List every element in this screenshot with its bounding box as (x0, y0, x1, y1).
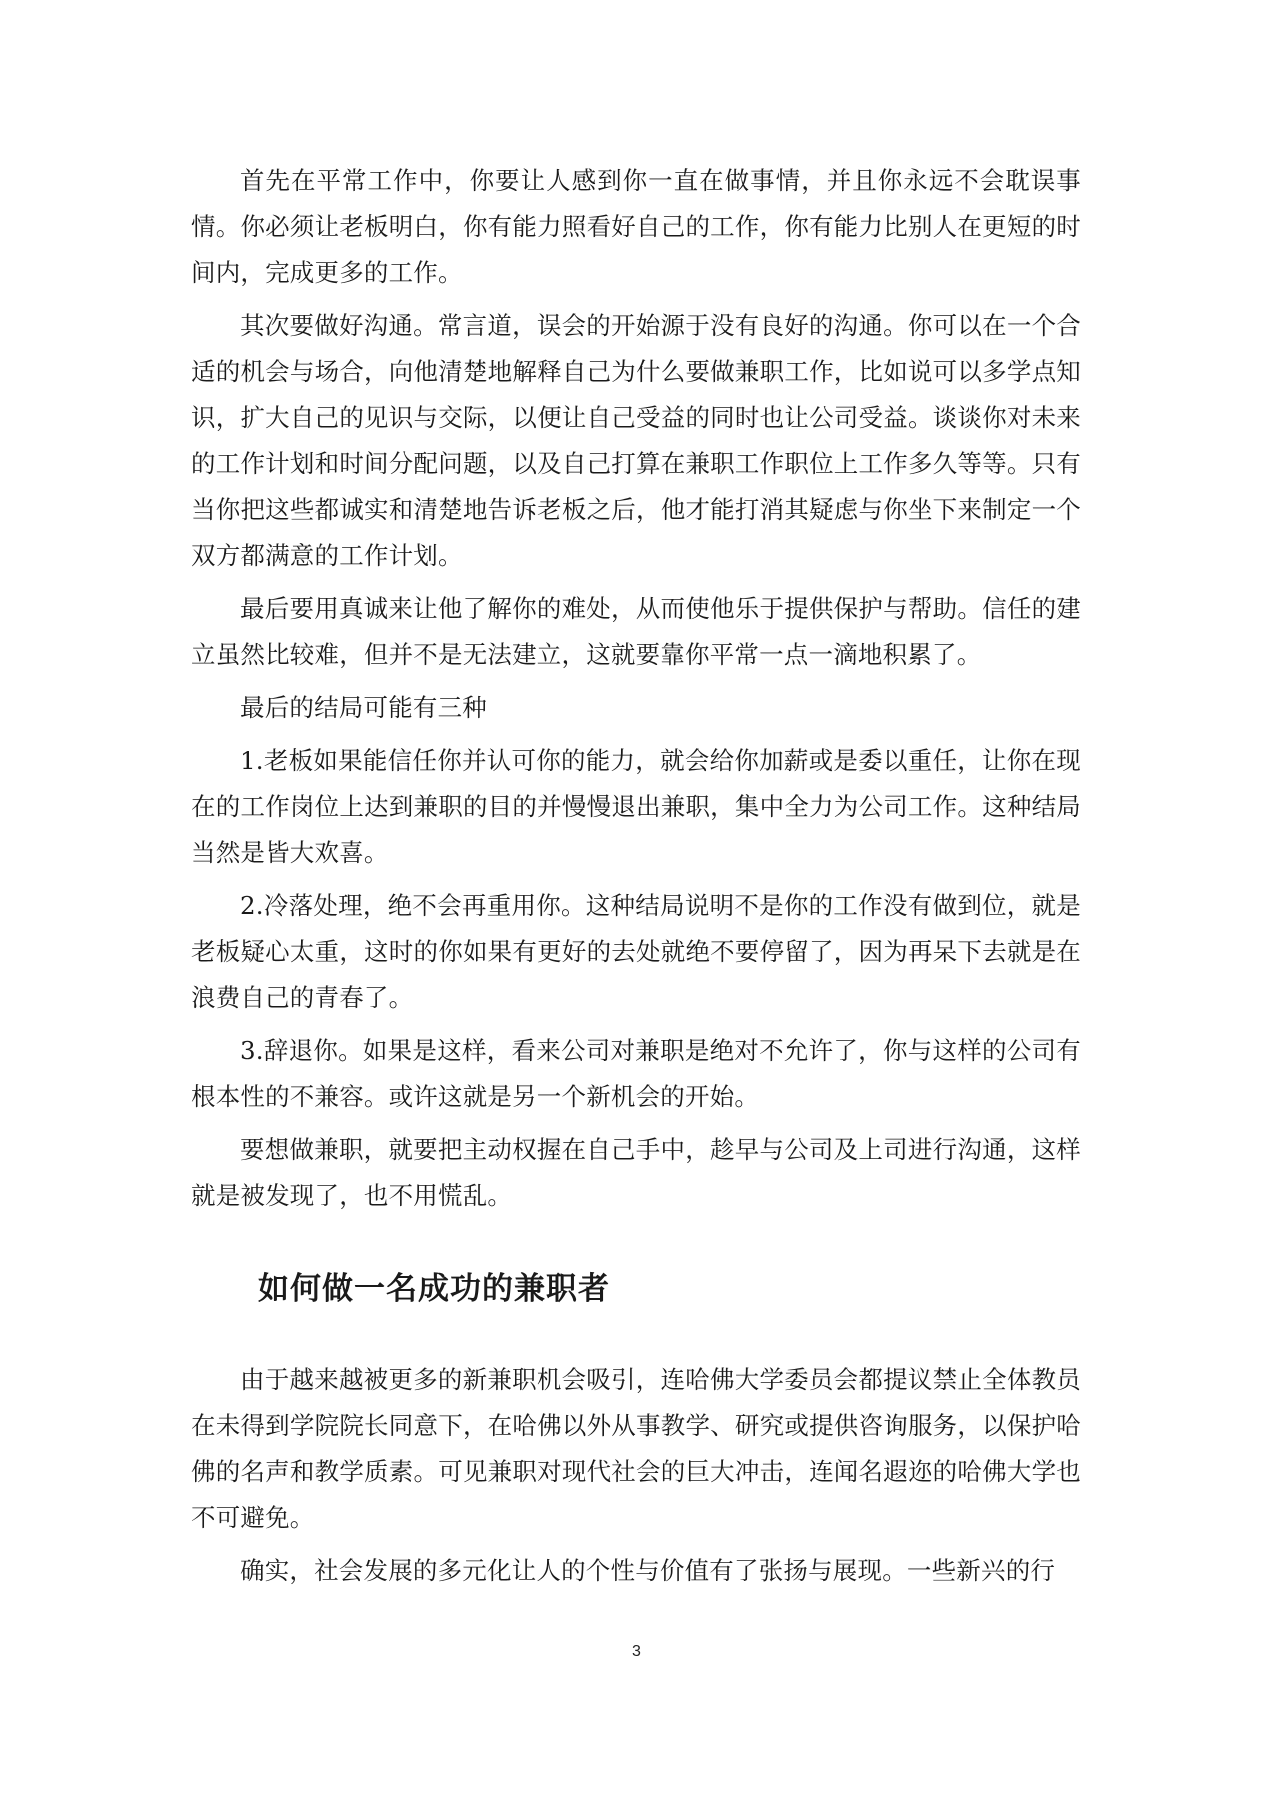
paragraph: 其次要做好沟通。常言道，误会的开始源于没有良好的沟通。你可以在一个合适的机会与场合，向他清楚地解释自己为什么要做兼职工作，比如说可以多学点知识，扩大自己的见识与交际，以便让自己受益的同时也让公司受益。谈谈你对未来的工作计划和时间分配问题，以及自己打算在兼职工作职位上工作多久等等。只有当你把这些都诚实和清楚地告诉老板之后，他才能打消其疑虑与你坐下来制定一个双方都满意的工作计划。 (191, 311, 1081, 570)
list-item-paragraph: 2.冷落处理，绝不会再重用你。这种结局说明不是你的工作没有做到位，就是老板疑心太重，这时的你如果有更好的去处就绝不要停留了，因为再呆下去就是在浪费自己的青春了。 (191, 891, 1081, 1012)
paragraph: 首先在平常工作中，你要让人感到你一直在做事情，并且你永远不会耽误事情。你必须让老板明白，你有能力照看好自己的工作，你有能力比别人在更短的时间内，完成更多的工作。 (191, 166, 1081, 287)
paragraph: 要想做兼职，就要把主动权握在自己手中，趁早与公司及上司进行沟通，这样就是被发现了，也不用慌乱。 (191, 1135, 1081, 1210)
paragraph: 最后的结局可能有三种 (240, 693, 487, 722)
paragraph: 由于越来越被更多的新兼职机会吸引，连哈佛大学委员会都提议禁止全体教员在未得到学院院长同意下，在哈佛以外从事教学、研究或提供咨询服务，以保护哈佛的名声和教学质素。可见兼职对现代社会的巨大冲击，连闻名遐迩的哈佛大学也不可避免。 (191, 1365, 1081, 1532)
list-item-paragraph: 3.辞退你。如果是这样，看来公司对兼职是绝对不允许了，你与这样的公司有根本性的不兼容。或许这就是另一个新机会的开始。 (191, 1036, 1081, 1111)
paragraph: 确实，社会发展的多元化让人的个性与价值有了张扬与展现。一些新兴的行 (240, 1556, 1056, 1585)
page-number: 3 (632, 1643, 641, 1660)
section-heading: 如何做一名成功的兼职者 (258, 1271, 610, 1307)
list-item-paragraph: 1.老板如果能信任你并认可你的能力，就会给你加薪或是委以重任，让你在现在的工作岗位上达到兼职的目的并慢慢退出兼职，集中全力为公司工作。这种结局当然是皆大欢喜。 (191, 746, 1081, 867)
page-body (191, 158, 1081, 1594)
paragraph: 最后要用真诚来让他了解你的难处，从而使他乐于提供保护与帮助。信任的建立虽然比较难，但并不是无法建立，这就要靠你平常一点一滴地积累了。 (191, 594, 1081, 669)
